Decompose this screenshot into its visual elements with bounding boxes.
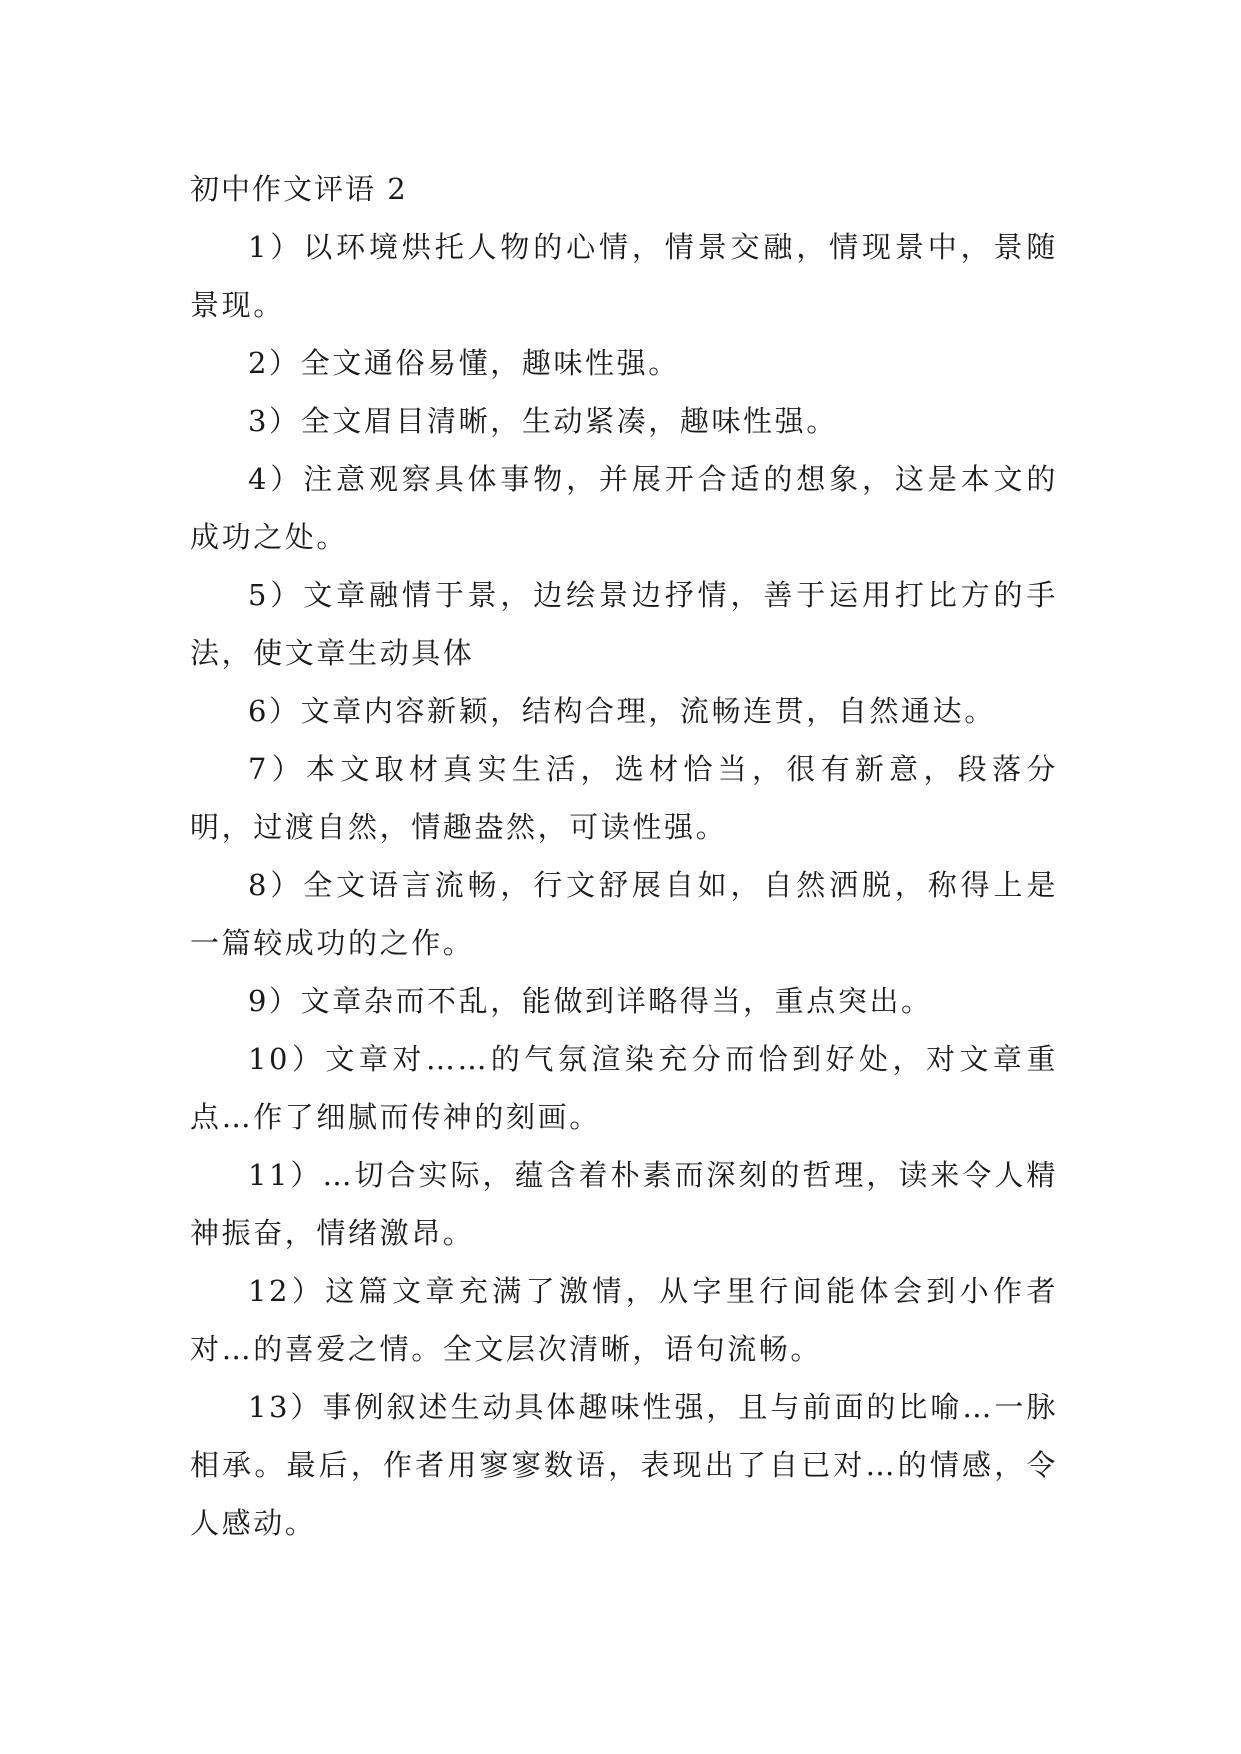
comment-paragraph-8: 8）全文语言流畅，行文舒展自如，自然洒脱，称得上是一篇较成功的之作。 — [190, 868, 1058, 960]
comment-paragraph-6: 6）文章内容新颖，结构合理，流畅连贯，自然通达。 — [248, 694, 996, 728]
comment-paragraph-7: 7）本文取材真实生活，选材恰当，很有新意，段落分明，过渡自然，情趣盎然，可读性强。 — [190, 752, 1058, 844]
document-title: 初中作文评语 2 — [190, 172, 408, 206]
document-page — [190, 160, 1058, 1552]
comment-paragraph-4: 4）注意观察具体事物，并展开合适的想象，这是本文的成功之处。 — [190, 462, 1058, 554]
comment-paragraph-3: 3）全文眉目清晰，生动紧凑，趣味性强。 — [248, 404, 838, 438]
comment-paragraph-1: 1）以环境烘托人物的心情，情景交融，情现景中，景随景现。 — [190, 230, 1058, 322]
comment-paragraph-5: 5）文章融情于景，边绘景边抒情，善于运用打比方的手法，使文章生动具体 — [190, 578, 1058, 670]
comment-paragraph-10: 10）文章对……的气氛渲染充分而恰到好处，对文章重点…作了细腻而传神的刻画。 — [190, 1042, 1058, 1134]
comment-paragraph-9: 9）文章杂而不乱，能做到详略得当，重点突出。 — [248, 984, 933, 1018]
comment-paragraph-13: 13）事例叙述生动具体趣味性强，且与前面的比喻…一脉相承。最后，作者用寥寥数语，表现出了自已对…的情感，令人感动。 — [190, 1390, 1058, 1540]
comment-paragraph-11: 11）…切合实际，蕴含着朴素而深刻的哲理，读来令人精神振奋，情绪激昂。 — [190, 1158, 1058, 1250]
comment-paragraph-12: 12）这篇文章充满了激情，从字里行间能体会到小作者对…的喜爱之情。全文层次清晰，语句流畅。 — [190, 1274, 1058, 1366]
comment-paragraph-2: 2）全文通俗易懂，趣味性强。 — [248, 346, 680, 380]
